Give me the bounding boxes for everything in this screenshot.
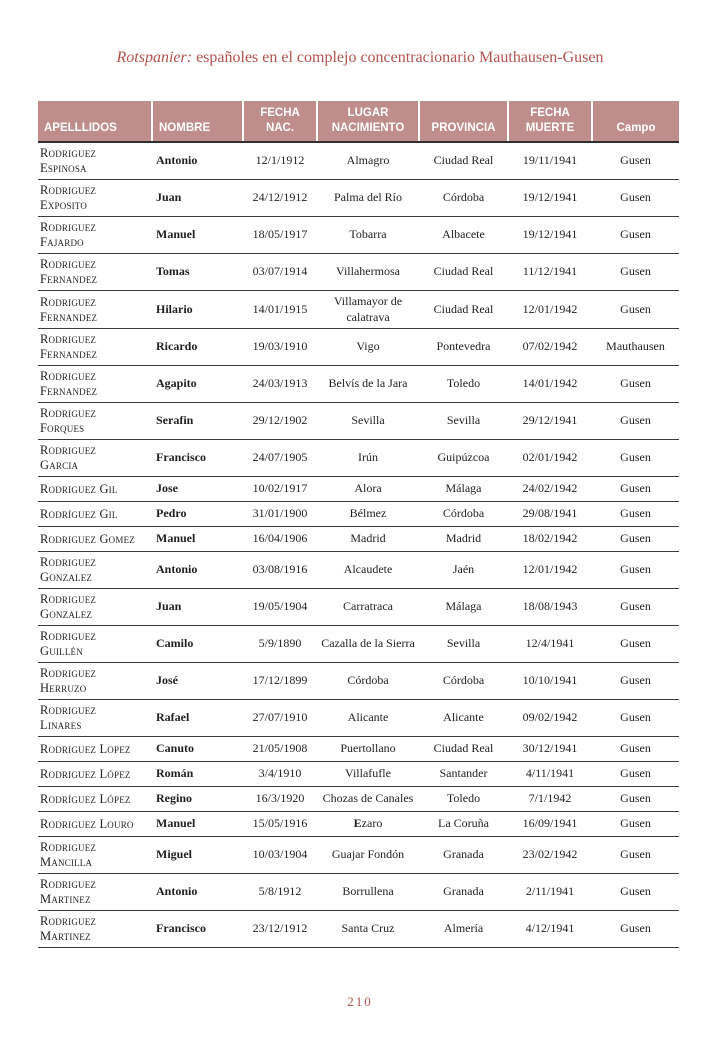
cell-apellidos: Rodriguez Linares — [40, 703, 97, 733]
cell-fecha_nac: 19/05/1904 — [252, 599, 308, 614]
cell-fecha_muerte: 19/12/1941 — [522, 227, 578, 242]
cell-provincia: Almería — [443, 921, 484, 936]
cell-nombre: Rafael — [156, 710, 190, 725]
cell-fecha_nac: 12/1/1912 — [255, 153, 305, 168]
cell-apellidos: Rodriguez Gonzalez — [40, 592, 97, 622]
cell-fecha_nac: 27/07/1910 — [252, 710, 308, 725]
table-header — [38, 101, 679, 142]
cell-provincia: Ciudad Real — [433, 264, 494, 279]
cell-campo: Gusen — [620, 562, 651, 577]
cell-fecha_nac: 5/8/1912 — [258, 884, 302, 899]
cell-apellidos: Rodriguez Forques — [40, 406, 97, 436]
cell-fecha_nac: 10/03/1904 — [252, 847, 308, 862]
cell-fecha_nac: 24/07/1905 — [252, 450, 308, 465]
cell-fecha_nac: 29/12/1902 — [252, 413, 308, 428]
cell-campo: Gusen — [620, 450, 651, 465]
column-header-apellidos: APELLLIDOS — [38, 101, 152, 142]
cell-fecha_muerte: 18/08/1943 — [522, 599, 578, 614]
cell-apellidos: Rodriguez Gil — [40, 481, 118, 496]
cell-apellidos: Rodriguez Espinosa — [40, 146, 97, 176]
cell-campo: Mauthausen — [606, 339, 665, 354]
cell-lugar: Palma del Río — [334, 190, 402, 205]
cell-lugar: Carratraca — [343, 599, 393, 614]
cell-lugar: Sevilla — [351, 413, 385, 428]
cell-fecha_muerte: 29/12/1941 — [522, 413, 578, 428]
cell-fecha_muerte: 7/1/1942 — [528, 791, 572, 806]
cell-apellidos: Rodriguez Exposito — [40, 183, 97, 213]
cell-fecha_nac: 10/02/1917 — [252, 481, 308, 496]
cell-fecha_nac: 24/12/1912 — [252, 190, 308, 205]
table-row — [38, 217, 679, 254]
cell-campo: Gusen — [620, 884, 651, 899]
column-header-lugar: LUGAR NACIMIENTO — [317, 101, 419, 142]
cell-lugar: Madrid — [350, 531, 386, 546]
table-row — [38, 440, 679, 477]
cell-lugar: Almagro — [346, 153, 390, 168]
cell-provincia: Ciudad Real — [433, 741, 494, 756]
table-row — [38, 911, 679, 948]
cell-fecha_muerte: 12/01/1942 — [522, 301, 578, 316]
cell-nombre: Tomas — [156, 264, 190, 279]
cell-fecha_nac: 16/04/1906 — [252, 531, 308, 546]
cell-nombre: Juan — [156, 190, 182, 205]
cell-campo: Gusen — [620, 766, 651, 781]
cell-apellidos: Rodríguez Gil — [40, 506, 118, 521]
cell-nombre: Antonio — [156, 153, 198, 168]
cell-lugar: Cazalla de la Sierra — [321, 636, 415, 651]
cell-nombre: Manuel — [156, 531, 196, 546]
cell-lugar: Borrullena — [342, 884, 394, 899]
cell-lugar: Irún — [358, 450, 378, 465]
cell-campo: Gusen — [620, 413, 651, 428]
cell-campo: Gusen — [620, 791, 651, 806]
cell-fecha_muerte: 02/01/1942 — [522, 450, 578, 465]
cell-apellidos: Rodriguez Garcia — [40, 443, 97, 473]
cell-campo: Gusen — [620, 376, 651, 391]
cell-nombre: Antonio — [156, 562, 198, 577]
title-emphasis: Rotspanier: — [116, 49, 193, 66]
cell-apellidos: Rodriguez Lopez — [40, 741, 131, 756]
prisoners-table — [38, 101, 679, 948]
cell-nombre: Juan — [156, 599, 182, 614]
cell-provincia: Albacete — [442, 227, 485, 242]
table-row — [38, 527, 679, 552]
table-row — [38, 589, 679, 626]
table-row — [38, 403, 679, 440]
cell-provincia: Ciudad Real — [433, 301, 494, 316]
cell-fecha_muerte: 12/01/1942 — [522, 562, 578, 577]
cell-campo: Gusen — [620, 264, 651, 279]
cell-nombre: Ricardo — [156, 339, 198, 354]
cell-fecha_muerte: 11/12/1941 — [522, 264, 578, 279]
cell-fecha_muerte: 29/08/1941 — [522, 506, 578, 521]
cell-campo: Gusen — [620, 301, 651, 316]
cell-lugar: Guajar Fondón — [331, 847, 405, 862]
cell-lugar: Villafufle — [345, 766, 391, 781]
table-row — [38, 762, 679, 787]
cell-fecha_nac: 17/12/1899 — [252, 673, 308, 688]
cell-lugar: Villamayor de calatrava — [333, 294, 403, 324]
cell-fecha_nac: 5/9/1890 — [258, 636, 302, 651]
cell-campo: Gusen — [620, 227, 651, 242]
cell-apellidos: Rodríguez López — [40, 791, 131, 806]
cell-apellidos: Rodriguez Fernandez — [40, 332, 98, 362]
cell-fecha_nac: 31/01/1900 — [252, 506, 308, 521]
cell-apellidos: Rodriguez Gonzalez — [40, 555, 97, 585]
table-row — [38, 477, 679, 502]
cell-provincia: Málaga — [445, 599, 482, 614]
cell-provincia: Sevilla — [446, 413, 481, 428]
table-row — [38, 180, 679, 217]
cell-campo: Gusen — [620, 190, 651, 205]
cell-provincia: Guipúzcoa — [437, 450, 490, 465]
cell-apellidos: Rodriguez Fernandez — [40, 257, 98, 287]
cell-apellidos: Rodriguez Gomez — [40, 531, 135, 546]
page-title — [0, 48, 720, 67]
cell-fecha_muerte: 10/10/1941 — [522, 673, 578, 688]
cell-apellidos: Rodriguez López — [40, 766, 131, 781]
cell-lugar: Bélmez — [349, 506, 387, 521]
cell-fecha_nac: 14/01/1915 — [252, 301, 308, 316]
cell-apellidos: Rodriguez Fajardo — [40, 220, 97, 250]
table-row — [38, 291, 679, 329]
cell-fecha_muerte: 30/12/1941 — [522, 741, 578, 756]
table-row — [38, 254, 679, 291]
cell-nombre: Román — [156, 766, 194, 781]
cell-lugar: Santa Cruz — [341, 921, 395, 936]
cell-fecha_muerte: 18/02/1942 — [522, 531, 578, 546]
table-row — [38, 366, 679, 403]
cell-lugar: Belvís de la Jara — [328, 376, 408, 391]
table-row — [38, 874, 679, 911]
cell-lugar: Puertollano — [340, 741, 396, 756]
cell-fecha_muerte: 24/02/1942 — [522, 481, 578, 496]
cell-fecha_muerte: 19/11/1941 — [522, 153, 578, 168]
cell-nombre: Antonio — [156, 884, 198, 899]
cell-fecha_nac: 03/07/1914 — [252, 264, 308, 279]
cell-provincia: Toledo — [446, 791, 481, 806]
cell-campo: Gusen — [620, 816, 651, 831]
cell-campo: Gusen — [620, 847, 651, 862]
table-body — [38, 142, 679, 948]
cell-provincia: La Coruña — [438, 816, 489, 831]
cell-fecha_muerte: 4/11/1941 — [525, 766, 575, 781]
cell-nombre: Manuel — [156, 227, 196, 242]
cell-fecha_nac: 03/08/1916 — [252, 562, 308, 577]
cell-lugar: Chozas de Canales — [322, 791, 414, 806]
cell-provincia: Málaga — [445, 481, 482, 496]
cell-nombre: Miguel — [156, 847, 192, 862]
column-header-provincia: PROVINCIA — [419, 101, 508, 142]
column-header-nombre: NOMBRE — [152, 101, 243, 142]
table-header-row — [38, 101, 679, 142]
cell-campo: Gusen — [620, 741, 651, 756]
cell-fecha_nac: 15/05/1916 — [252, 816, 308, 831]
cell-apellidos: Rodriguez Martinez — [40, 914, 97, 944]
cell-provincia: Córdoba — [442, 190, 485, 205]
cell-fecha_muerte: 16/09/1941 — [522, 816, 578, 831]
cell-provincia: Córdoba — [442, 673, 485, 688]
cell-provincia: Jaén — [452, 562, 475, 577]
cell-fecha_muerte: 2/11/1941 — [525, 884, 575, 899]
cell-nombre: Francisco — [156, 921, 206, 936]
cell-lugar: Córdoba — [347, 673, 389, 688]
cell-nombre: Jose — [156, 481, 178, 496]
cell-lugar: Tobarra — [349, 227, 387, 242]
cell-nombre: Hilario — [156, 301, 193, 316]
cell-apellidos: Rodriguez Guillén — [40, 629, 97, 659]
cell-fecha_nac: 3/4/1910 — [258, 766, 302, 781]
cell-nombre: Serafin — [156, 413, 194, 428]
cell-campo: Gusen — [620, 153, 651, 168]
cell-lugar: Ezaro — [353, 816, 383, 831]
cell-fecha_nac: 19/03/1910 — [252, 339, 308, 354]
cell-provincia: Ciudad Real — [433, 153, 494, 168]
table-row — [38, 812, 679, 837]
table-row — [38, 787, 679, 812]
cell-lugar: Alicante — [347, 710, 389, 725]
table-row — [38, 837, 679, 874]
cell-nombre: José — [156, 673, 178, 688]
cell-apellidos: Rodriguez Fernandez — [40, 294, 98, 324]
table-row — [38, 329, 679, 366]
cell-fecha_nac: 24/03/1913 — [252, 376, 308, 391]
table-row — [38, 626, 679, 663]
cell-provincia: Madrid — [445, 531, 482, 546]
cell-provincia: Pontevedra — [436, 339, 491, 354]
cell-nombre: Agapito — [156, 376, 197, 391]
cell-provincia: Alicante — [443, 710, 484, 725]
cell-provincia: Córdoba — [442, 506, 485, 521]
cell-fecha_nac: 16/3/1920 — [255, 791, 305, 806]
title-text: españoles en el complejo concentracionario Mauthausen-Gusen — [192, 49, 604, 66]
cell-apellidos: Rodriguez Martinez — [40, 877, 97, 907]
cell-fecha_muerte: 4/12/1941 — [525, 921, 575, 936]
cell-lugar: Alora — [354, 481, 382, 496]
cell-campo: Gusen — [620, 636, 651, 651]
cell-campo: Gusen — [620, 506, 651, 521]
table-row — [38, 142, 679, 180]
cell-lugar: Alcaudete — [343, 562, 393, 577]
cell-nombre: Francisco — [156, 450, 206, 465]
table-row — [38, 700, 679, 737]
cell-fecha_muerte: 07/02/1942 — [522, 339, 578, 354]
cell-provincia: Santander — [439, 766, 488, 781]
table-row — [38, 663, 679, 700]
cell-fecha_nac: 21/05/1908 — [252, 741, 308, 756]
cell-nombre: Canuto — [156, 741, 195, 756]
page-number: 210 — [347, 994, 373, 1010]
cell-lugar: Villahermosa — [336, 264, 400, 279]
cell-fecha_muerte: 19/12/1941 — [522, 190, 578, 205]
cell-apellidos: Rodriguez Mancilla — [40, 840, 97, 870]
cell-nombre: Manuel — [156, 816, 196, 831]
cell-nombre: Pedro — [156, 506, 187, 521]
column-header-campo: Campo — [592, 101, 679, 142]
table-row — [38, 502, 679, 527]
cell-fecha_muerte: 12/4/1941 — [525, 636, 575, 651]
cell-apellidos: Rodriguez Herruzo — [40, 666, 97, 696]
cell-nombre: Camilo — [156, 636, 194, 651]
cell-fecha_muerte: 14/01/1942 — [522, 376, 578, 391]
cell-provincia: Granada — [443, 847, 484, 862]
cell-apellidos: Rodriguez Louro — [40, 816, 134, 831]
column-header-fecha_nac: FECHA NAC. — [243, 101, 317, 142]
cell-campo: Gusen — [620, 481, 651, 496]
cell-campo: Gusen — [620, 710, 651, 725]
cell-campo: Gusen — [620, 599, 651, 614]
cell-lugar: Vigo — [356, 339, 380, 354]
cell-campo: Gusen — [620, 673, 651, 688]
cell-fecha_nac: 23/12/1912 — [252, 921, 308, 936]
column-header-fecha_muerte: FECHA MUERTE — [508, 101, 592, 142]
cell-apellidos: Rodriguez Fernandez — [40, 369, 98, 399]
cell-fecha_nac: 18/05/1917 — [252, 227, 308, 242]
cell-campo: Gusen — [620, 921, 651, 936]
cell-nombre: Regino — [156, 791, 192, 806]
cell-provincia: Toledo — [446, 376, 481, 391]
cell-provincia: Sevilla — [446, 636, 481, 651]
cell-campo: Gusen — [620, 531, 651, 546]
cell-fecha_muerte: 23/02/1942 — [522, 847, 578, 862]
cell-fecha_muerte: 09/02/1942 — [522, 710, 578, 725]
cell-provincia: Granada — [443, 884, 484, 899]
table-row — [38, 552, 679, 589]
table-row — [38, 737, 679, 762]
